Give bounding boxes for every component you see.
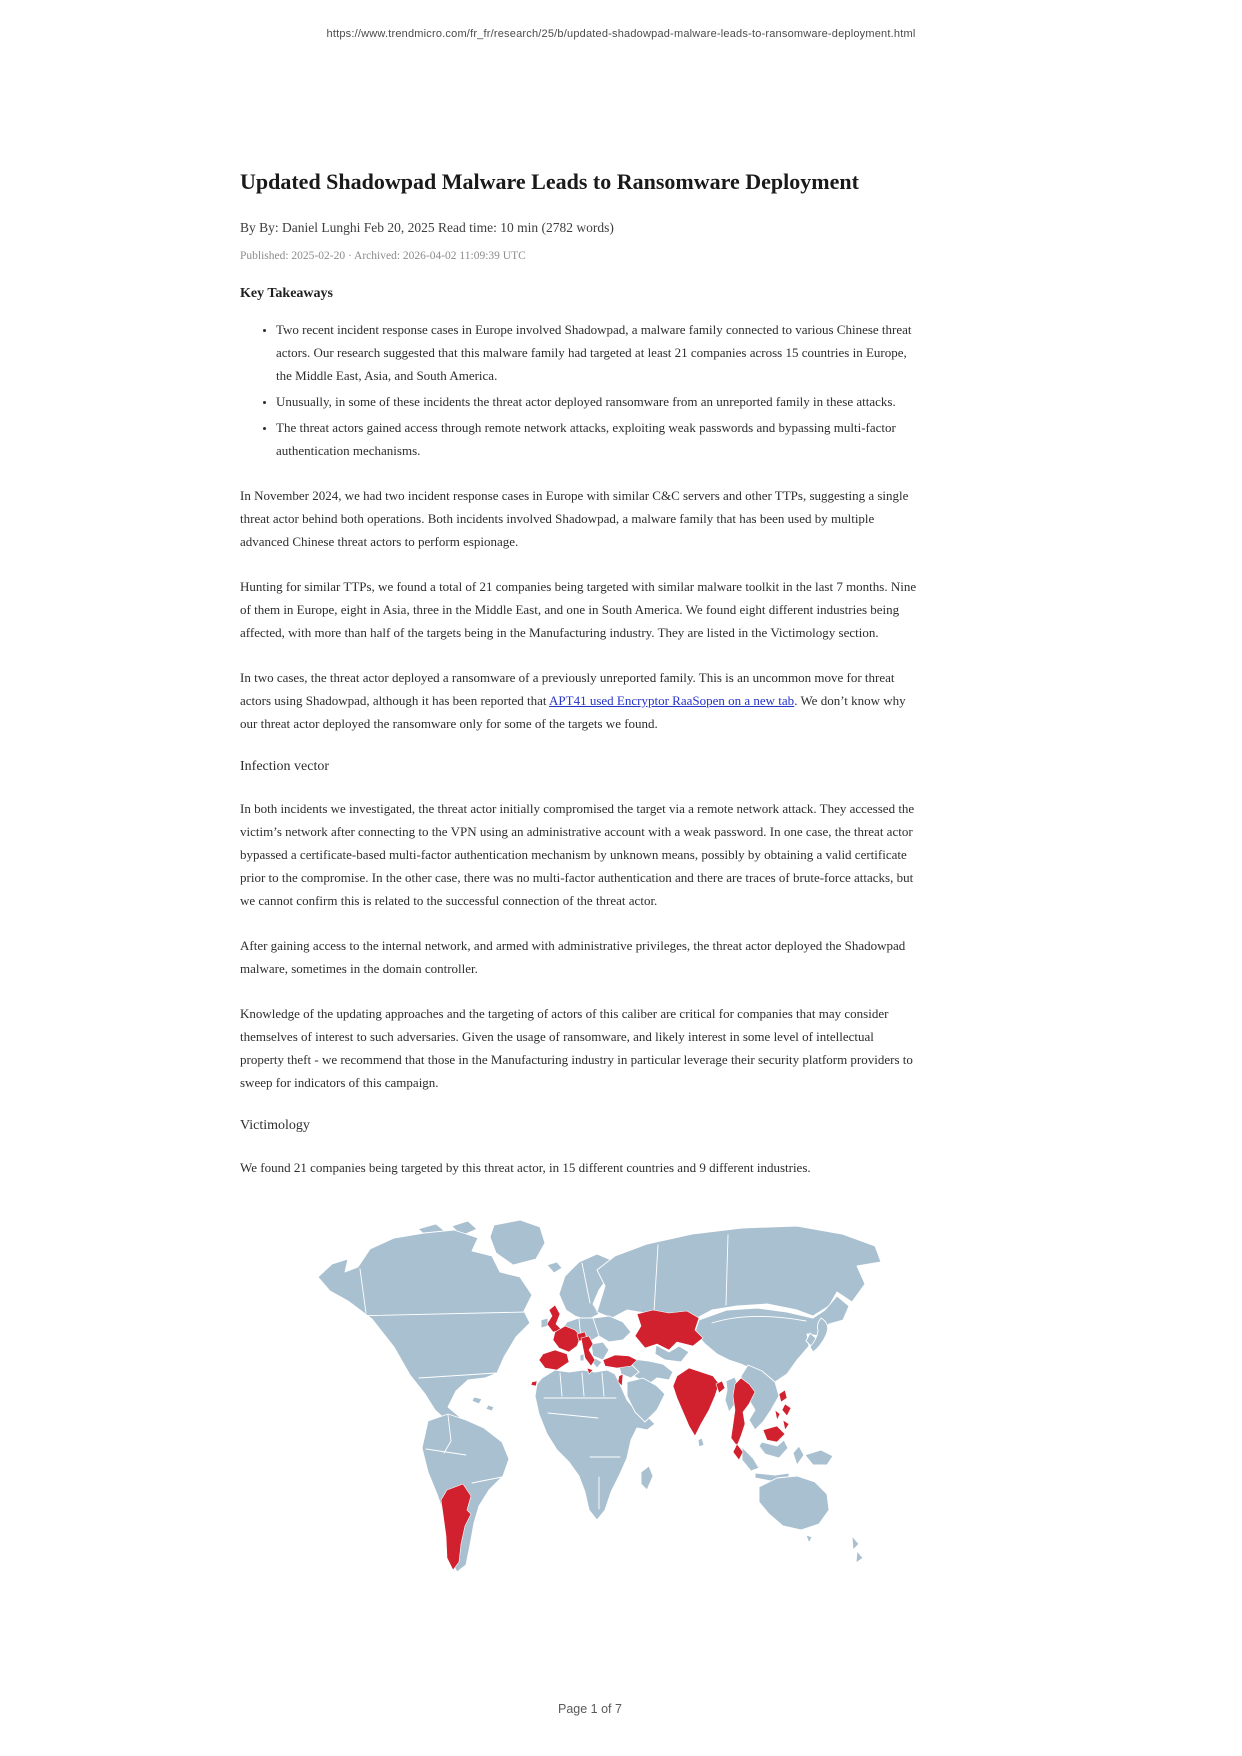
map-sri-lanka	[698, 1438, 704, 1447]
map-sardinia	[580, 1354, 584, 1361]
map-country-spain-canary	[531, 1381, 537, 1386]
map-caribbean	[472, 1397, 482, 1404]
map-country-malaysia-peninsula	[733, 1444, 743, 1460]
byline: By By: Daniel Lunghi Feb 20, 2025 Read time: 10 min (2782 words)	[240, 220, 614, 235]
apt41-encryptor-link[interactable]: APT41 used Encryptor RaaSopen on a new tab	[549, 693, 795, 708]
map-country-philippines	[783, 1420, 789, 1430]
page-indicator: Page 1 of 7	[558, 1702, 622, 1716]
paragraph-ransomware-family	[240, 666, 920, 735]
paragraph-november-incidents: In November 2024, we had two incident response cases in Europe with similar C&C servers and other TTPs, suggesting a single threat actor behind both operations. Both incidents involved Shadowpad, a malware family that has been used by multiple advanced Chinese threat actors to perform espionage.	[240, 488, 909, 549]
map-country-spain	[539, 1350, 569, 1370]
map-new-guinea	[805, 1450, 833, 1465]
infection-vector-heading: Infection vector	[240, 759, 330, 774]
list-item: • Two recent incident response cases in Europe involved Shadowpad, a malware family connected to various Chinese threat actors. Our research suggested that this malware family had targeted at least 21 companies across 15 countries in Europe, the Middle East, Asia, and South America.	[276, 318, 920, 387]
map-country-malaysia-borneo	[763, 1426, 785, 1442]
map-eastern-europe	[593, 1316, 631, 1342]
map-caribbean	[486, 1405, 494, 1411]
map-australia	[759, 1476, 829, 1530]
map-ireland	[541, 1318, 548, 1328]
print-header-url: https://www.trendmicro.com/fr_fr/research/25/b/updated-shadowpad-malware-leads-to-ransomware-deployment.html	[326, 28, 916, 40]
map-country-india	[673, 1368, 719, 1436]
map-sulawesi	[793, 1446, 804, 1465]
map-country-philippines	[782, 1404, 791, 1416]
page-title: Updated Shadowpad Malware Leads to Ransomware Deployment	[240, 169, 859, 194]
published-archived-meta: Published: 2025-02-20 · Archived: 2026-04-02 11:09:39 UTC	[240, 250, 526, 262]
paragraph-infection-vector: In both incidents we investigated, the threat actor initially compromised the target via a remote network attack. They accessed the victim’s network after connecting to the VPN using an administrative account with a weak password. In one case, the threat actor bypassed a certificate-based multi-factor authentication mechanism by unknown means, possibly by obtaining a valid certificate prior to the compromise. In the other case, there was no multi-factor authentication and there are traces of brute-force attacks, but we cannot confirm this is related to the successful connection of the threat actor.	[240, 801, 915, 908]
map-iceland	[547, 1262, 562, 1273]
article-body	[240, 168, 920, 1577]
map-country-united-kingdom	[547, 1305, 562, 1332]
map-country-philippines	[779, 1390, 787, 1402]
map-sumatra	[742, 1447, 759, 1471]
map-country-philippines	[775, 1410, 780, 1420]
map-country-kazakhstan	[635, 1310, 703, 1350]
paragraph-text: In two cases, the threat actor deployed a ransomware of a previously unreported family. This is an uncommon move for threat actors using Shadowpad, although it has been reported that	[240, 670, 895, 708]
map-borneo	[759, 1440, 788, 1458]
map-country-thailand	[731, 1378, 755, 1446]
world-map-svg	[298, 1215, 898, 1577]
paragraph-internal-network: After gaining access to the internal network, and armed with administrative privileges, the threat actor deployed the Shadowpad malware, sometimes in the domain controller.	[240, 938, 906, 976]
key-takeaways-heading: Key Takeaways	[240, 286, 333, 301]
paragraph-text: . We don’t know why our threat actor deployed the ransomware only for some of the targets we found.	[240, 693, 906, 731]
paragraph-victim-count: We found 21 companies being targeted by this threat actor, in 15 different countries and 9 different industries.	[240, 1160, 811, 1175]
victimology-heading: Victimology	[240, 1118, 310, 1133]
map-north-america	[318, 1230, 532, 1431]
paragraph-hunting-ttps: Hunting for similar TTPs, we found a total of 21 companies being targeted with similar malware toolkit in the last 7 months. Nine of them in Europe, eight in Asia, three in the Middle East, and one in South America. We found eight different industries being affected, with more than half of the targets being in the Manufacturing industry. They are listed in the Victimology section.	[240, 579, 917, 640]
map-central-asia	[655, 1345, 689, 1362]
map-madagascar	[641, 1466, 653, 1490]
list-item: • Unusually, in some of these incidents the threat actor deployed ransomware from an unreported family in these attacks.	[276, 390, 920, 413]
list-item: • The threat actors gained access through remote network attacks, exploiting weak passwords and bypassing multi-factor authentication mechanisms.	[276, 416, 920, 462]
map-greenland	[490, 1220, 545, 1265]
map-tasmania	[806, 1535, 812, 1543]
paragraph-recommendation: Knowledge of the updating approaches and the targeting of actors of this caliber are critical for companies that may consider themselves of interest to such adversaries. Given the usage of ransomware, and likely interest in some level of intellectual property theft - we recommend that those in the Manufacturing industry in particular leverage their security platform providers to sweep for indicators of this campaign.	[240, 1006, 913, 1090]
map-new-zealand	[852, 1536, 859, 1550]
victimology-world-map	[298, 1215, 898, 1577]
map-new-zealand	[856, 1551, 863, 1563]
key-takeaways-list	[240, 318, 920, 462]
